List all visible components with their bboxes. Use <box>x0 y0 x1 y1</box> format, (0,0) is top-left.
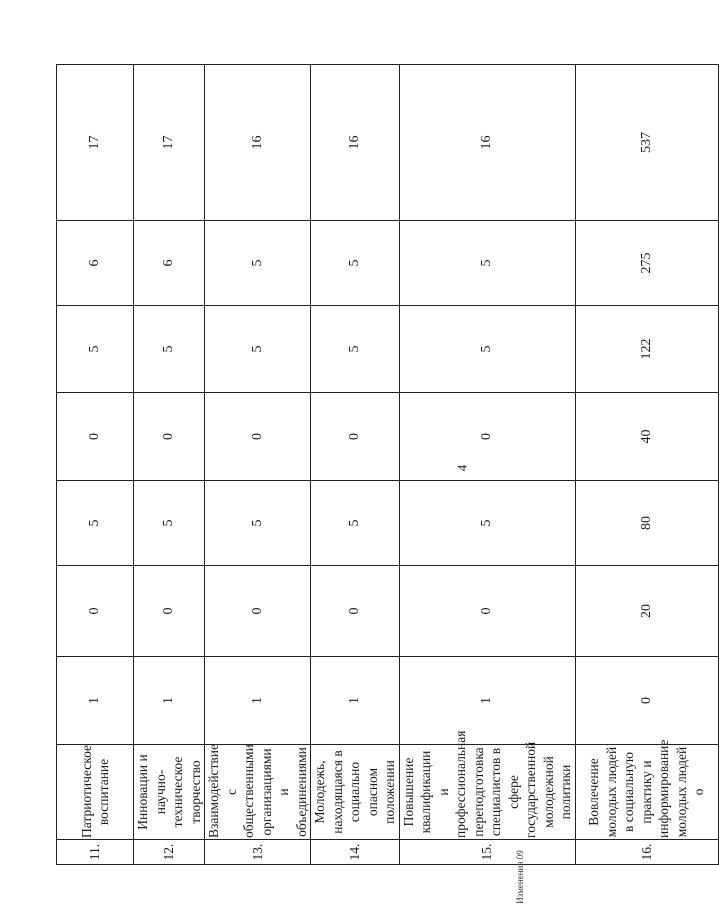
value-cell: 5 <box>311 221 400 306</box>
row-number: 16. <box>575 840 718 865</box>
value-cell: 0 <box>399 566 575 657</box>
value-cell: 6 <box>57 221 134 306</box>
value-cell: 1 <box>311 657 400 745</box>
value-cell: 17 <box>134 65 205 221</box>
row-name: Патриотическое воспитание <box>57 745 134 840</box>
value-cell: 16 <box>311 65 400 221</box>
table-row <box>575 65 718 865</box>
value-cell: 5 <box>399 221 575 306</box>
row-number: 15. <box>399 840 575 865</box>
row-number: 11. <box>57 840 134 865</box>
page-number: 4 <box>454 464 470 472</box>
value-cell: 1 <box>57 657 134 745</box>
row-name: Взаимодействие с общественными организациями и объединениями <box>206 743 309 838</box>
value-cell: 5 <box>399 481 575 566</box>
value-cell: 5 <box>134 306 205 393</box>
value-cell: 40 <box>575 393 718 481</box>
table-row <box>399 65 575 865</box>
value-cell: 537 <box>575 65 718 221</box>
table-row <box>134 65 205 865</box>
value-cell: 0 <box>134 393 205 481</box>
value-cell: 5 <box>134 481 205 566</box>
row-number: 13. <box>205 840 311 865</box>
value-cell: 0 <box>57 393 134 481</box>
value-cell: 5 <box>205 306 311 393</box>
value-cell: 0 <box>575 657 718 745</box>
table-row <box>311 65 400 865</box>
value-cell: 0 <box>134 566 205 657</box>
footer-note: Изменения 09 <box>515 850 525 904</box>
value-cell: 0 <box>399 393 575 481</box>
value-cell: 5 <box>57 306 134 393</box>
row-number: 12. <box>134 840 205 865</box>
row-name: Повышение квалификации и профессиональная переподготовка специалистов в сфере государственной молодежной политики <box>400 730 573 838</box>
value-cell: 5 <box>311 481 400 566</box>
value-cell: 1 <box>399 657 575 745</box>
row-name: Инновации и научно-техническое творчество <box>134 745 205 840</box>
value-cell: 5 <box>205 481 311 566</box>
value-cell: 5 <box>205 221 311 306</box>
value-cell: 16 <box>205 65 311 221</box>
value-cell: 0 <box>57 566 134 657</box>
row-name: Вовлечение молодых людей в социальную практику и информирование молодых людей о <box>575 745 718 840</box>
value-cell: 0 <box>205 393 311 481</box>
value-cell: 0 <box>311 393 400 481</box>
value-cell: 1 <box>205 657 311 745</box>
value-cell: 6 <box>134 221 205 306</box>
data-table <box>56 64 719 865</box>
rotated-table-container <box>56 65 707 865</box>
value-cell: 275 <box>575 221 718 306</box>
value-cell: 5 <box>399 306 575 393</box>
value-cell: 0 <box>311 566 400 657</box>
value-cell: 17 <box>57 65 134 221</box>
table-row <box>57 65 134 865</box>
value-cell: 122 <box>575 306 718 393</box>
value-cell: 16 <box>399 65 575 221</box>
row-number: 14. <box>311 840 400 865</box>
value-cell: 20 <box>575 566 718 657</box>
value-cell: 5 <box>311 306 400 393</box>
table-row <box>205 65 311 865</box>
value-cell: 0 <box>205 566 311 657</box>
value-cell: 1 <box>134 657 205 745</box>
row-name: Молодежь, находящаяся в социально опасном положении <box>311 745 400 840</box>
value-cell: 80 <box>575 481 718 566</box>
value-cell: 5 <box>57 481 134 566</box>
